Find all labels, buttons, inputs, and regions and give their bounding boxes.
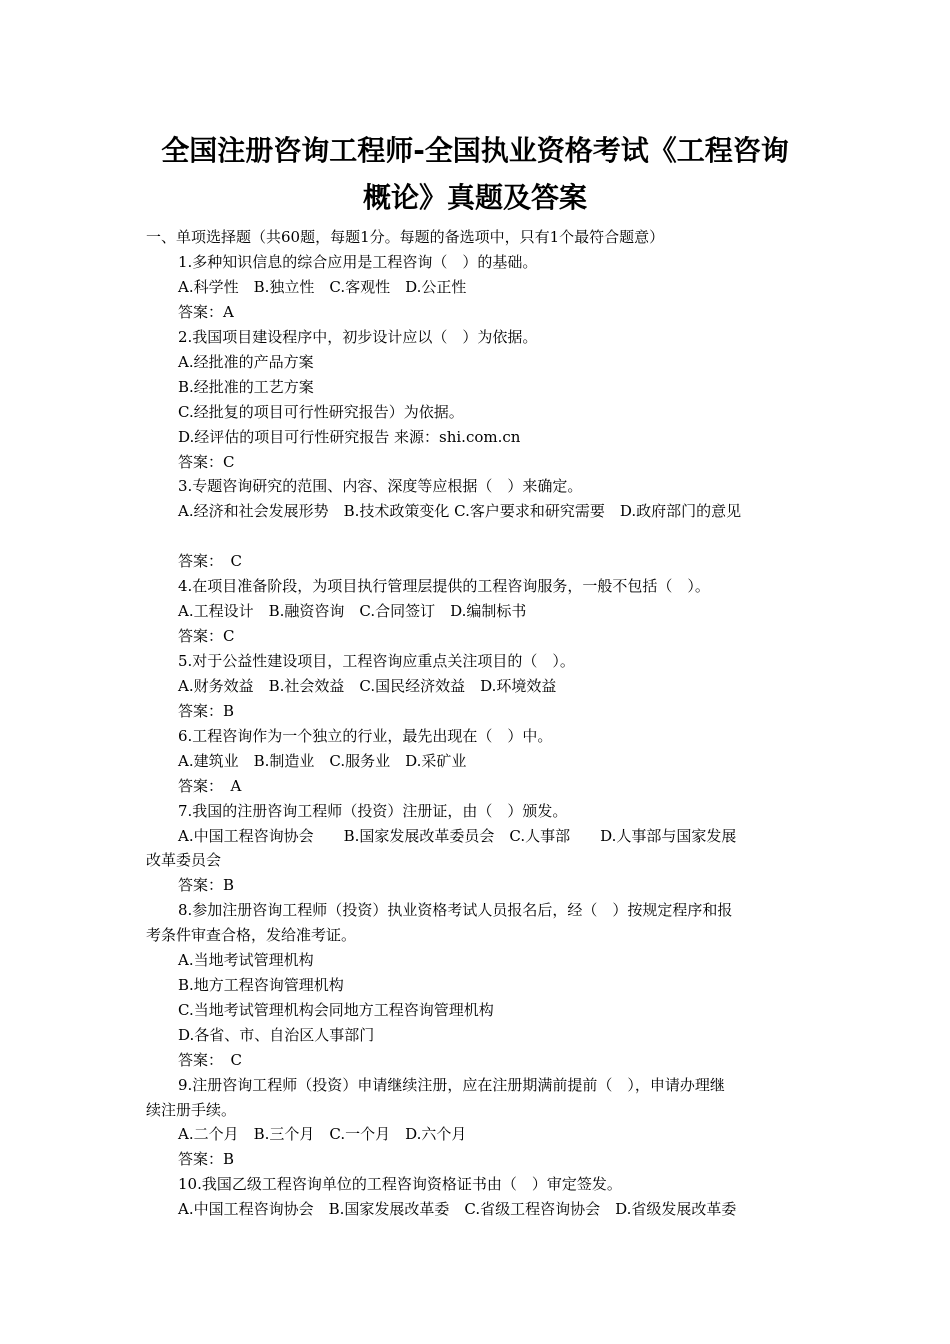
document-line: C.当地考试管理机构会同地方工程咨询管理机构 [178,1001,494,1019]
document-line: 10.我国乙级工程咨询单位的工程咨询资格证书由（ ）审定签发。 [178,1175,622,1193]
document-line: A.中国工程咨询协会 B.国家发展改革委 C.省级工程咨询协会 D.省级发展改革委 [178,1200,737,1218]
document-line: 答案： C [178,1051,242,1069]
document-line: C.经批复的项目可行性研究报告）为依据。 [178,403,464,421]
document-title-line-1: 全国注册咨询工程师-全国执业资格考试《工程咨询 [161,134,789,167]
document-line: 6.工程咨询作为一个独立的行业，最先出现在（ ）中。 [178,727,553,745]
document-line: A.经济和社会发展形势 B.技术政策变化 C.客户要求和研究需要 D.政府部门的意见 [178,502,742,520]
document-line: 4.在项目准备阶段，为项目执行管理层提供的工程咨询服务，一般不包括（ ）。 [178,577,710,595]
document-line: 答案：C [178,627,235,645]
document-line: 考条件审查合格，发给准考证。 [146,926,357,944]
document-line: A.中国工程咨询协会 B.国家发展改革委员会 C.人事部 D.人事部与国家发展 [178,827,737,845]
document-line: 答案： C [178,552,242,570]
document-line: 7.我国的注册咨询工程师（投资）注册证，由（ ）颁发。 [178,802,568,820]
document-line: 答案：A [178,303,234,321]
document-line: 答案：B [178,702,235,720]
document-line: 8.参加注册咨询工程师（投资）执业资格考试人员报名后，经（ ）按规定程序和报 [178,901,733,919]
document-line: 答案：B [178,1150,235,1168]
document-line: A.二个月 B.三个月 C.一个月 D.六个月 [178,1125,467,1143]
document-line: 3.专题咨询研究的范围、内容、深度等应根据（ ）来确定。 [178,477,583,495]
document-line: B.经批准的工艺方案 [178,378,314,396]
document-line: A.工程设计 B.融资咨询 C.合同签订 D.编制标书 [178,602,527,620]
document-line: A.经批准的产品方案 [178,353,314,371]
document-line: 答案：C [178,453,235,471]
document-line: 答案：B [178,876,235,894]
document-line: A.科学性 B.独立性 C.客观性 D.公正性 [178,278,467,296]
section-heading: 一、单项选择题（共60题，每题1分。每题的备选项中，只有1个最符合题意） [146,228,665,246]
document-line: 答案： A [178,777,242,795]
document-line: 9.注册咨询工程师（投资）申请继续注册，应在注册期满前提前（ ），申请办理继 [178,1076,725,1094]
document-line: 改革委员会 [146,851,222,869]
document-line: 续注册手续。 [146,1101,237,1119]
document-line: B.地方工程咨询管理机构 [178,976,344,994]
document-line: A.当地考试管理机构 [178,951,314,969]
document-line: D.经评估的项目可行性研究报告 来源：shi.com.cn [178,428,521,446]
document-title-line-2: 概论》真题及答案 [362,181,587,214]
document-line: D.各省、市、自治区人事部门 [178,1026,375,1044]
document-line: A.财务效益 B.社会效益 C.国民经济效益 D.环境效益 [178,677,557,695]
document-line: 2.我国项目建设程序中，初步设计应以（ ）为依据。 [178,328,538,346]
document-line: 5.对于公益性建设项目，工程咨询应重点关注项目的（ ）。 [178,652,575,670]
document-line: 1.多种知识信息的综合应用是工程咨询（ ）的基础。 [178,253,538,271]
document-line: A.建筑业 B.制造业 C.服务业 D.采矿业 [178,752,467,770]
